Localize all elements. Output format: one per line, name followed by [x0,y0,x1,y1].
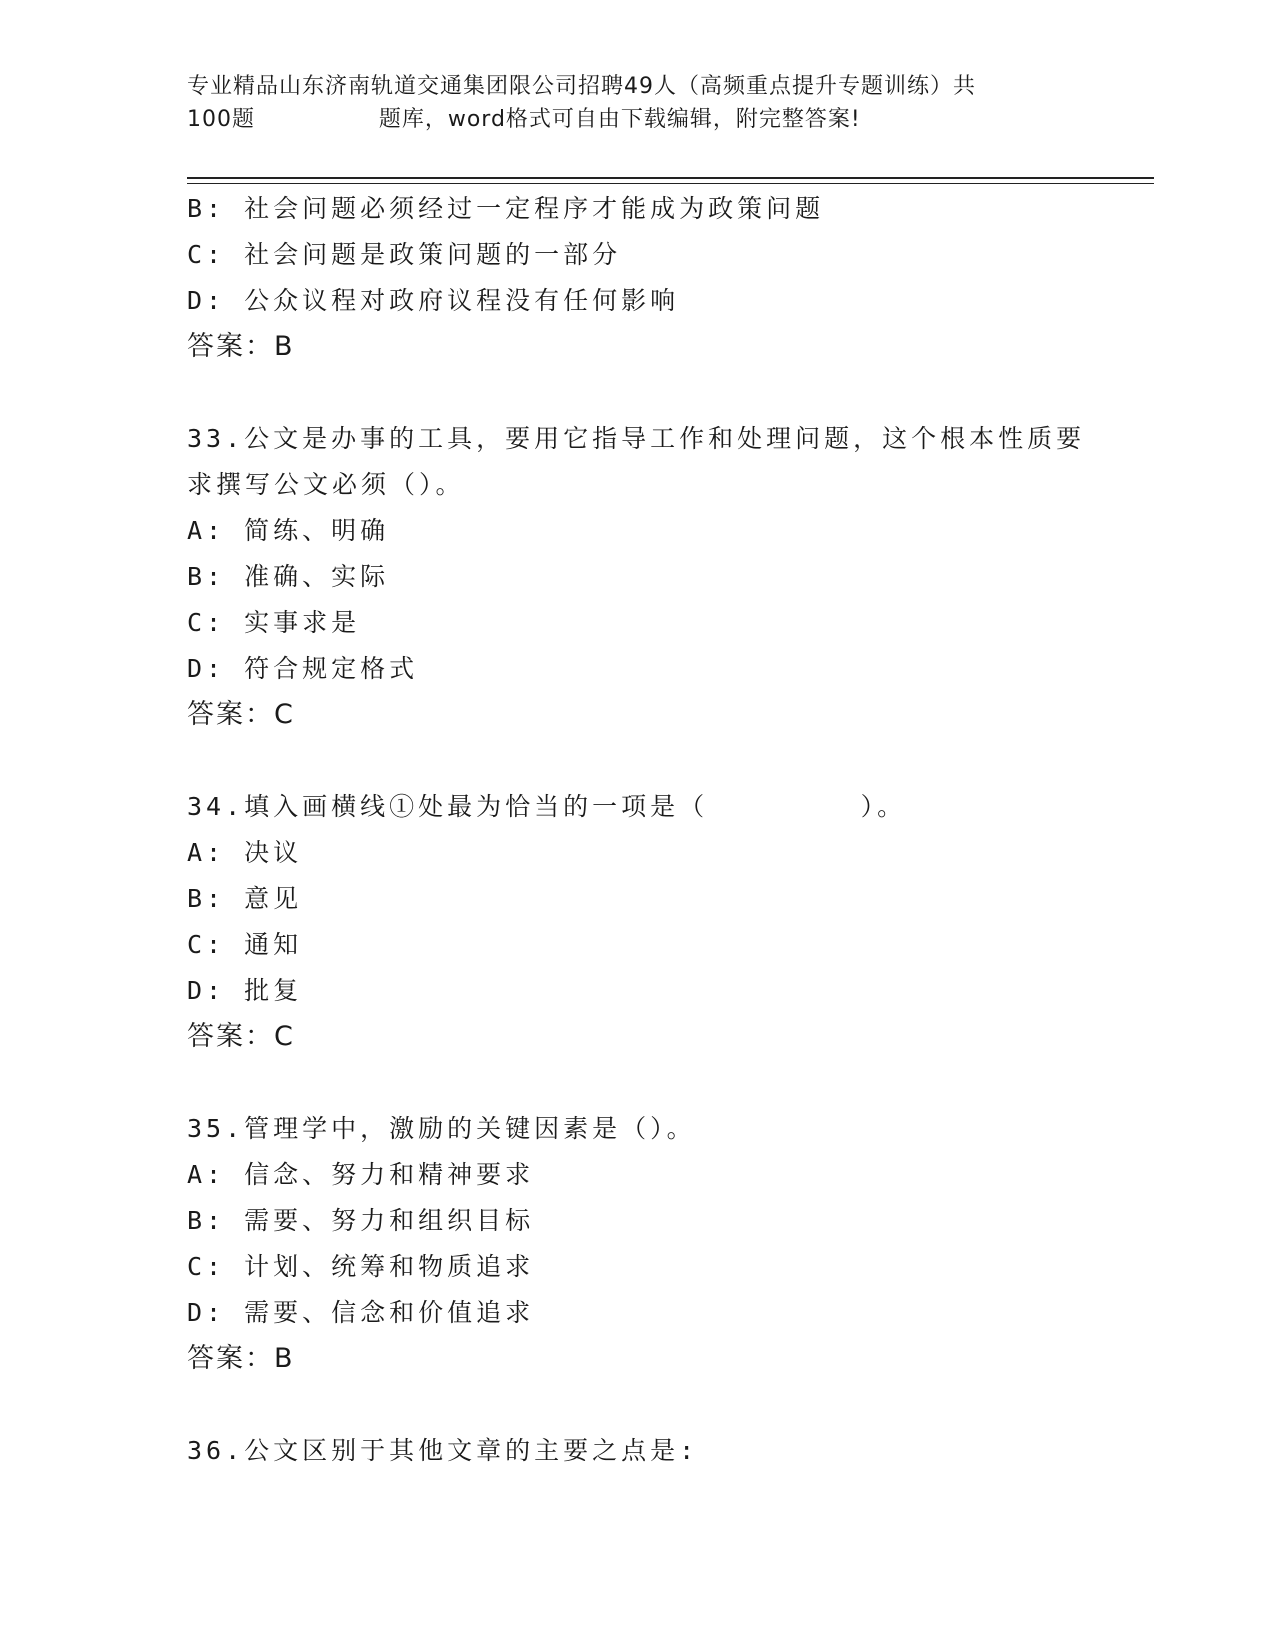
question-stem: 36.公文区别于其他文章的主要之点是: [187,1436,699,1465]
answer-label: 答案：B [187,1343,295,1374]
option-b: B: 意见 [187,884,303,913]
header-title-line-2: 100题 题库，word格式可自由下载编辑，附完整答案! [187,107,861,132]
answer-label: 答案：C [187,1021,295,1052]
option-b: B: 需要、努力和组织目标 [187,1206,535,1235]
option-d: D: 符合规定格式 [187,654,419,683]
answer-label: 答案：C [187,699,295,730]
option-b: B: 社会问题必须经过一定程序才能成为政策问题 [187,194,825,223]
spacer [187,370,1087,416]
spacer [187,738,1087,784]
option-d: D: 批复 [187,976,303,1005]
question-stem: 35.管理学中，激励的关键因素是（）。 [187,1114,696,1143]
answer-label: 答案：B [187,331,295,362]
option-c: C: 社会问题是政策问题的一部分 [187,240,622,269]
header-divider-thick [187,177,1154,179]
question-33 [187,416,1087,738]
option-b: B: 准确、实际 [187,562,390,591]
question-34 [187,784,1087,1060]
question-32-continuation [187,186,1087,370]
question-stem: 34.填入画横线①处最为恰当的一项是（ ）。 [187,792,907,821]
option-c: C: 计划、统筹和物质追求 [187,1252,535,1281]
question-list [187,186,1087,1474]
option-d: D: 公众议程对政府议程没有任何影响 [187,286,680,315]
spacer [187,1060,1087,1106]
option-a: A: 简练、明确 [187,516,390,545]
spacer [187,1382,1087,1428]
document-header [187,70,1087,136]
question-stem: 求撰写公文必须（）。 [187,470,465,499]
option-a: A: 信念、努力和精神要求 [187,1160,535,1189]
option-c: C: 实事求是 [187,608,361,637]
question-36 [187,1428,1087,1474]
option-d: D: 需要、信念和价值追求 [187,1298,535,1327]
question-stem: 33.公文是办事的工具，要用它指导工作和处理问题，这个根本性质要 [187,424,1086,453]
header-title-line-1: 专业精品山东济南轨道交通集团限公司招聘49人（高频重点提升专题训练）共 [187,74,976,99]
question-35 [187,1106,1087,1382]
option-c: C: 通知 [187,930,303,959]
option-a: A: 决议 [187,838,303,867]
header-divider-thin [187,183,1154,184]
